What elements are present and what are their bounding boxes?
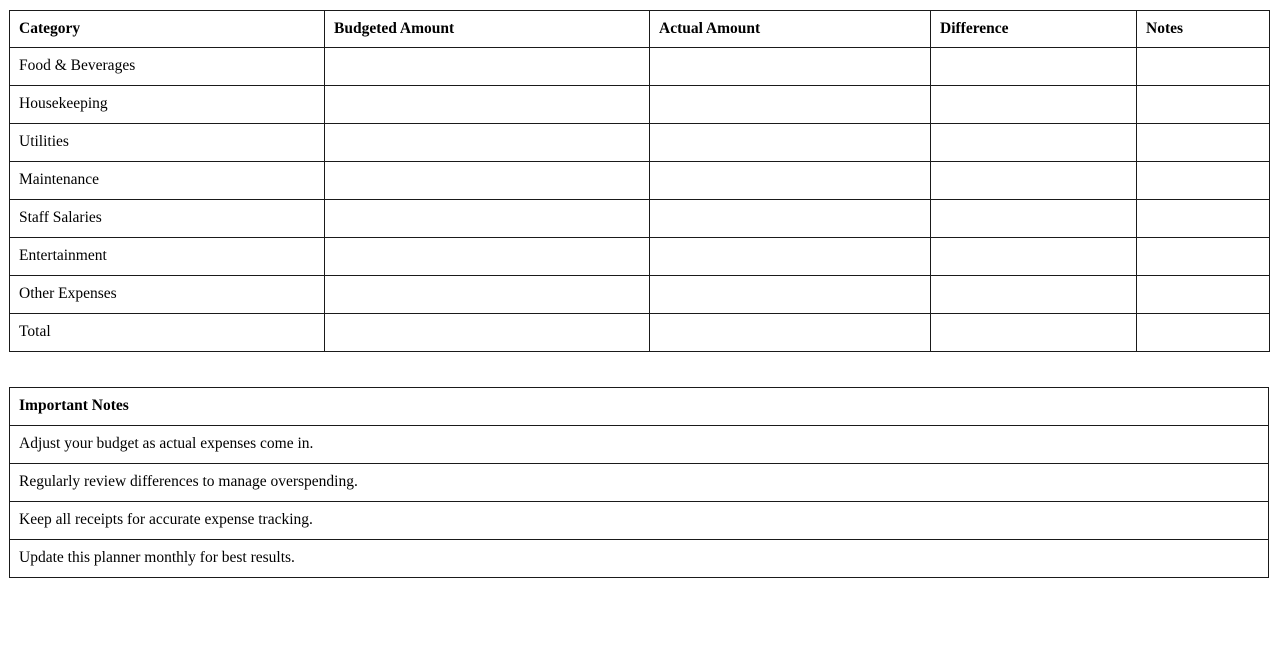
cell-budgeted[interactable] [325,276,650,314]
table-row [10,162,1270,200]
cell-category: Utilities [10,124,325,162]
budget-table [9,10,1270,352]
column-header-actual-amount: Actual Amount [650,11,931,48]
notes-table-header: Important Notes [10,388,1269,426]
cell-actual[interactable] [650,238,931,276]
important-notes-table [9,387,1269,578]
cell-difference[interactable] [931,238,1137,276]
cell-budgeted-total[interactable] [325,314,650,352]
cell-budgeted[interactable] [325,48,650,86]
cell-notes[interactable] [1137,48,1270,86]
cell-difference[interactable] [931,200,1137,238]
table-row [10,48,1270,86]
cell-notes[interactable] [1137,276,1270,314]
table-row [10,86,1270,124]
cell-difference[interactable] [931,48,1137,86]
cell-category: Other Expenses [10,276,325,314]
list-item [10,426,1269,464]
table-row [10,238,1270,276]
list-item [10,540,1269,578]
cell-difference[interactable] [931,276,1137,314]
cell-notes[interactable] [1137,86,1270,124]
cell-difference[interactable] [931,162,1137,200]
cell-notes-total[interactable] [1137,314,1270,352]
column-header-category: Category [10,11,325,48]
cell-category: Staff Salaries [10,200,325,238]
cell-difference[interactable] [931,124,1137,162]
table-row [10,200,1270,238]
cell-budgeted[interactable] [325,124,650,162]
column-header-notes: Notes [1137,11,1270,48]
column-header-budgeted-amount: Budgeted Amount [325,11,650,48]
notes-header-row [10,388,1269,426]
cell-actual[interactable] [650,200,931,238]
budget-table-container [9,10,1269,352]
cell-category-total: Total [10,314,325,352]
note-text: Adjust your budget as actual expenses come in. [10,426,1269,464]
cell-budgeted[interactable] [325,162,650,200]
column-header-difference: Difference [931,11,1137,48]
table-row [10,124,1270,162]
cell-category: Maintenance [10,162,325,200]
cell-actual[interactable] [650,162,931,200]
note-text: Update this planner monthly for best results. [10,540,1269,578]
list-item [10,502,1269,540]
budget-table-header-row [10,11,1270,48]
cell-notes[interactable] [1137,238,1270,276]
list-item [10,464,1269,502]
cell-category: Entertainment [10,238,325,276]
cell-notes[interactable] [1137,124,1270,162]
cell-category: Housekeeping [10,86,325,124]
cell-budgeted[interactable] [325,86,650,124]
cell-difference[interactable] [931,86,1137,124]
cell-actual-total[interactable] [650,314,931,352]
important-notes-container [9,387,1269,578]
cell-actual[interactable] [650,276,931,314]
note-text: Regularly review differences to manage overspending. [10,464,1269,502]
cell-actual[interactable] [650,48,931,86]
cell-notes[interactable] [1137,200,1270,238]
cell-actual[interactable] [650,86,931,124]
note-text: Keep all receipts for accurate expense tracking. [10,502,1269,540]
cell-budgeted[interactable] [325,238,650,276]
cell-budgeted[interactable] [325,200,650,238]
cell-category: Food & Beverages [10,48,325,86]
cell-difference-total[interactable] [931,314,1137,352]
table-row-total [10,314,1270,352]
cell-actual[interactable] [650,124,931,162]
table-row [10,276,1270,314]
cell-notes[interactable] [1137,162,1270,200]
